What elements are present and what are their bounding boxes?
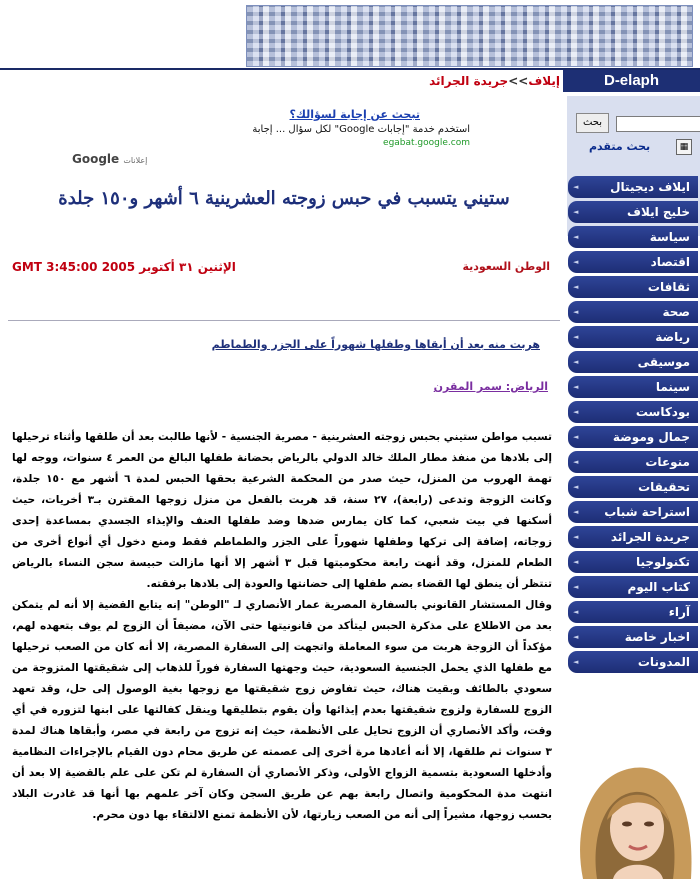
nav-item[interactable]: ◄ استراحة شباب <box>568 501 698 523</box>
nav-item[interactable]: ◄ تحقيقات <box>568 476 698 498</box>
nav-item[interactable]: ◄ كتاب اليوم <box>568 576 698 598</box>
document-icon[interactable]: ▦ <box>676 139 692 155</box>
article-subheadline: هربت منه بعد أن أبقاها وطفلها شهوراً على الجزر والطماطم <box>211 338 540 351</box>
ad-headline-link[interactable]: تبحث عن إجابة لسؤالك؟ <box>289 108 420 121</box>
breadcrumb <box>429 74 560 88</box>
advanced-search-link[interactable]: بحث متقدم <box>589 140 651 153</box>
site-logo[interactable]: D-elaph <box>563 70 700 92</box>
ad-description: استخدم خدمة "إجابات Google" لكل سؤال ... إجابة <box>252 124 470 135</box>
article-headline: ستيني يتسبب في حبس زوجته العشرينية ٦ أشهر و١٥٠ جلدة <box>58 188 510 209</box>
nav-item[interactable]: ◄ رياضة <box>568 326 698 348</box>
nav-item[interactable]: ◄ سينما <box>568 376 698 398</box>
columnist-photo <box>563 740 700 879</box>
article-source: الوطن السعودية <box>462 260 550 273</box>
nav-item[interactable]: ◄ خليج ايلاف <box>568 201 698 223</box>
divider <box>8 320 560 321</box>
breadcrumb-section[interactable]: جريدة الجرائد <box>429 74 509 88</box>
nav-item[interactable]: ◄ تكنولوجيا <box>568 551 698 573</box>
nav-item[interactable]: ◄ ايلاف ديجيتال <box>568 176 698 198</box>
nav-item[interactable]: ◄ اخبار خاصة <box>568 626 698 648</box>
nav-item[interactable]: ◄ جريدة الجرائد <box>568 526 698 548</box>
nav-item[interactable]: ◄ جمال وموضة <box>568 426 698 448</box>
article-body <box>12 427 552 826</box>
ads-by-google[interactable] <box>72 152 147 166</box>
ads-brand: Google <box>72 152 120 166</box>
nav-item[interactable]: ◄ آراء <box>568 601 698 623</box>
section-nav <box>568 176 698 676</box>
article-date: الإثنين ٣١ أكتوبر 2005 GMT 3:45:00 <box>12 260 236 274</box>
top-bar <box>0 0 700 70</box>
nav-item[interactable]: ◄ سياسة <box>568 226 698 248</box>
nav-item[interactable]: ◄ منوعات <box>568 451 698 473</box>
nav-item[interactable]: ◄ موسيقى <box>568 351 698 373</box>
nav-item[interactable]: ◄ المدونات <box>568 651 698 673</box>
nav-item[interactable]: ◄ اقتصاد <box>568 251 698 273</box>
breadcrumb-site[interactable]: إيلاف <box>528 74 560 88</box>
article-area <box>8 70 560 879</box>
nav-item[interactable]: ◄ بودكاست <box>568 401 698 423</box>
search-input[interactable] <box>616 116 700 132</box>
article-paragraph: وقال المستشار القانوني بالسفارة المصرية عمار الأنصاري لـ "الوطن" إنه يتابع القضية إلا أنه لم يتمكن بعد من الاطلاع على مذكرة الحبس ليتأكد من قانونيتها حتى الآن، مضيفاً أن الزوج لم يوف بتعهده لهم، مؤكداً أن الزوجة هربت من سوء المعاملة واتجهت إلى السفارة المصرية، إلا أنه كان من الصعب ترحيلها مع طفلها الذي يحمل الجنسية السعودية، حيث وجهتها السفارة فوراً للذهاب إلى شقيقتها المتزوجة من سعودي بالطائف وبقيت هناك، حيث تفاوض زوج شقيقتها مع زوجها بغية الوصول إلى حل، وقد تعهد الزوج للسفارة ولزوج شقيقتها بعدم إيذائها وأن يقوم بتطليقها وينقل كفالتها على ابنها لتزوره في أي وقت، وأكد الأنصاري أن الزوج تحايل على الأنظمة، حيث إنه تزوج من رابعة في مصر، وأبقاها هناك لمدة ٣ سنوات ثم طلقها، إلا أنه أعادها مرة أخرى إلى عصمته عن طريق محام دون القيام بالإجراءات النظامية وأدخلها السعودية بتسمية الزواج الأولى، وذكر الأنصاري أن السفارة لم تكن على علم بالقضية إلا بعد أن انتهت مدة المحكومية واتصال رابعة بهم عن طريق السجن وكان آخر علمهم بها أنها قد غادرت البلاد بحسب زوجها، مشيراً إلى أنه من الصعب زيارتها، لأن الأنظمة تمنع الالتقاء بها دون محرم. <box>12 599 552 821</box>
ads-label: إعلانات <box>123 156 148 165</box>
nav-item[interactable]: ◄ ثقافات <box>568 276 698 298</box>
breadcrumb-separator: >> <box>508 74 529 88</box>
nav-item[interactable]: ◄ صحة <box>568 301 698 323</box>
search-button[interactable]: بحث <box>576 113 609 133</box>
article-paragraph: تسبب مواطن ستيني بحبس زوجته العشرينية - مصرية الجنسية - لأنها طالبت بعد أن طلقها وأثناء ترحيلها إلى بلادها من منفذ مطار الملك خالد الدولي بالرياض بحضانة طفلها البالغ من العمر ٤ سنوات، ووجه لها تهمة الهروب من المنزل، حيث صدر من المحكمة الشرعية بحقها الحبس لمدة ٦ أشهر مع ١٥٠ جلدة، وكانت الزوجة وتدعى (رابعة)، ٢٧ سنة، قد هربت بالفعل من منزل زوجها المقترن بـ٣ أخريات، حيث أسكنها في بيت شعبي، كما كان يمارس ضدها وضد طفلها العنف والإيذاء الجسدي بمساعدة إحدى زوجاته، إضافة إلى تركها وطفلها شهوراً على الجزر والطماطم فقط ومنع دخول أي أنواع أخرى من الطعام للمنزل، وقد أنهت رابعة محكوميتها قبل ٣ أشهر إلا أنها مازالت حبيسة سجن النساء بالرياض تنتظر أن ينطق لها القضاء بضم طفلها إلى حضانتها والعودة إلى بلادها برفقته. <box>12 431 553 590</box>
ad-domain[interactable]: egabat.google.com <box>383 138 470 148</box>
article-byline[interactable]: الرياض: سمر المقرن <box>433 380 548 393</box>
top-banner-ad[interactable] <box>246 5 693 67</box>
